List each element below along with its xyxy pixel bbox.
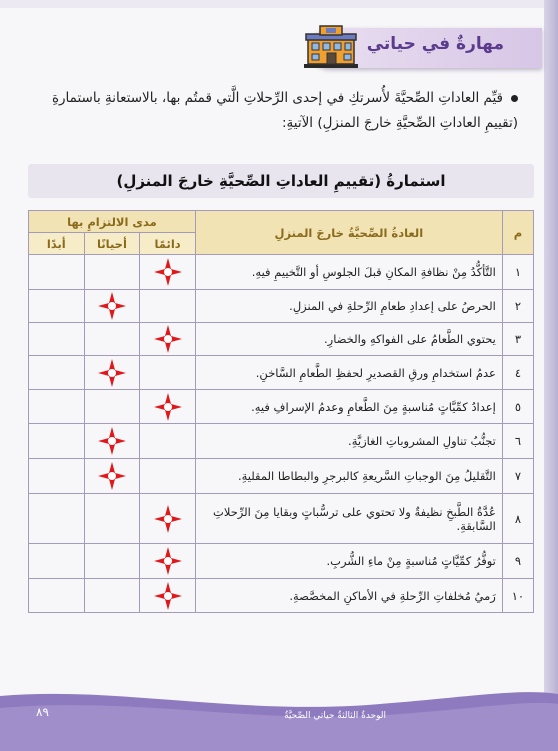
habit-text: إعدادُ كمِّيَّاتٍ مُناسبةٍ مِنَ الطَّعامِ وعدمُ الإسرافِ فيهِ. (195, 390, 502, 424)
header-never: أبدًا (29, 233, 85, 255)
star-marker-icon (97, 358, 127, 388)
right-edge (544, 0, 558, 751)
table-body (29, 255, 534, 613)
row-number: ٦ (502, 424, 533, 459)
cell-never[interactable] (29, 356, 85, 390)
form-title: استمارةُ (تقييمِ العاداتِ الصِّحيَّةِ خارجَ المنزلِ) (28, 164, 534, 198)
habit-text: عُدَّةُ الطَّبخِ نظيفةٌ ولا تحتوي على ترسُّباتٍ وبقايا مِنَ الرِّحلاتِ السَّابقةِ. (195, 494, 502, 544)
row-number: ٥ (502, 390, 533, 424)
skill-banner (300, 22, 542, 72)
cell-never[interactable] (29, 323, 85, 356)
cell-always[interactable] (140, 290, 196, 323)
cell-always[interactable] (140, 356, 196, 390)
habit-text: توفُّرُ كمِّيَّاتٍ مُناسبةٍ مِنْ ماءِ الشُّربِ. (195, 544, 502, 579)
cell-sometimes[interactable] (84, 579, 140, 613)
row-number: ٩ (502, 544, 533, 579)
row-number: ١٠ (502, 579, 533, 613)
cell-never[interactable] (29, 579, 85, 613)
cell-never[interactable] (29, 544, 85, 579)
header-num: م (502, 211, 533, 255)
cell-sometimes[interactable] (84, 424, 140, 459)
habit-text: التَّأكُّدُ مِنْ نظافةِ المكانِ قبلَ الجلوسِ أو التَّخييمِ فيهِ. (195, 255, 502, 290)
habit-text: رَميُ مُخلفاتِ الرِّحلةِ في الأماكنِ المخصَّصةِ. (195, 579, 502, 613)
cell-sometimes[interactable] (84, 459, 140, 494)
habit-text: الحرصُ على إعدادِ طعامِ الرِّحلةِ في المنزلِ. (195, 290, 502, 323)
header-always: دائمًا (140, 233, 196, 255)
row-number: ١ (502, 255, 533, 290)
star-marker-icon (153, 504, 183, 534)
cell-never[interactable] (29, 290, 85, 323)
cell-always[interactable] (140, 255, 196, 290)
table-row (29, 494, 534, 544)
table-row (29, 390, 534, 424)
table-row (29, 255, 534, 290)
footer-unit: الوحدةُ الثالثةُ حياتي الصِّحيَّةُ (284, 711, 386, 721)
cell-never[interactable] (29, 459, 85, 494)
cell-sometimes[interactable] (84, 390, 140, 424)
cell-sometimes[interactable] (84, 544, 140, 579)
habit-text: تجنُّبُ تناولِ المشروباتِ الغازيَّةِ. (195, 424, 502, 459)
cell-always[interactable] (140, 494, 196, 544)
cell-never[interactable] (29, 424, 85, 459)
cell-never[interactable] (29, 255, 85, 290)
habit-text: يحتوي الطَّعامُ على الفواكهِ والخضارِ. (195, 323, 502, 356)
table-row (29, 424, 534, 459)
cell-always[interactable] (140, 579, 196, 613)
row-number: ٨ (502, 494, 533, 544)
star-marker-icon (153, 581, 183, 611)
row-number: ٢ (502, 290, 533, 323)
header-commitment: مدى الالتزامِ بها (29, 211, 196, 233)
header-habit: العادةُ الصِّحيَّةُ خارجَ المنزلِ (195, 211, 502, 255)
intro-text: قيِّم العاداتِ الصِّحيَّةَ لأُسرتكِ في إحدى الرِّحلاتِ الَّتي قمتُم بها، بالاستعانةِ باستمارةِ (تقييمِ العاداتِ الصِّحيَّةِ خارجَ المنزلِ) الآتيةِ: (51, 90, 518, 131)
table-row (29, 323, 534, 356)
cell-always[interactable] (140, 390, 196, 424)
row-number: ٤ (502, 356, 533, 390)
cell-always[interactable] (140, 459, 196, 494)
table-row (29, 356, 534, 390)
skill-title: مهارةٌ في حياتي (366, 34, 504, 54)
star-marker-icon (153, 257, 183, 287)
house-icon (300, 22, 362, 72)
cell-sometimes[interactable] (84, 323, 140, 356)
intro-paragraph (48, 86, 518, 136)
cell-sometimes[interactable] (84, 356, 140, 390)
star-marker-icon (153, 324, 183, 354)
top-edge (0, 0, 558, 8)
star-marker-icon (97, 426, 127, 456)
header-sometimes: أحيانًا (84, 233, 140, 255)
table-row (29, 544, 534, 579)
star-marker-icon (153, 546, 183, 576)
page-number: ٨٩ (36, 705, 49, 719)
habit-text: عدمُ استخدامِ ورقِ القصديرِ لحفظِ الطَّعامِ السَّاخنِ. (195, 356, 502, 390)
table-row (29, 290, 534, 323)
bullet-icon (511, 95, 518, 102)
row-number: ٣ (502, 323, 533, 356)
cell-always[interactable] (140, 544, 196, 579)
cell-sometimes[interactable] (84, 494, 140, 544)
row-number: ٧ (502, 459, 533, 494)
cell-sometimes[interactable] (84, 290, 140, 323)
cell-always[interactable] (140, 323, 196, 356)
cell-sometimes[interactable] (84, 255, 140, 290)
cell-always[interactable] (140, 424, 196, 459)
cell-never[interactable] (29, 494, 85, 544)
habit-text: التَّقليلُ مِنَ الوجباتِ السَّريعةِ كالبرجرِ والبطاطا المقليةِ. (195, 459, 502, 494)
star-marker-icon (153, 392, 183, 422)
star-marker-icon (97, 461, 127, 491)
table-row (29, 459, 534, 494)
cell-never[interactable] (29, 390, 85, 424)
table-row (29, 579, 534, 613)
habits-table (28, 210, 534, 613)
star-marker-icon (97, 291, 127, 321)
